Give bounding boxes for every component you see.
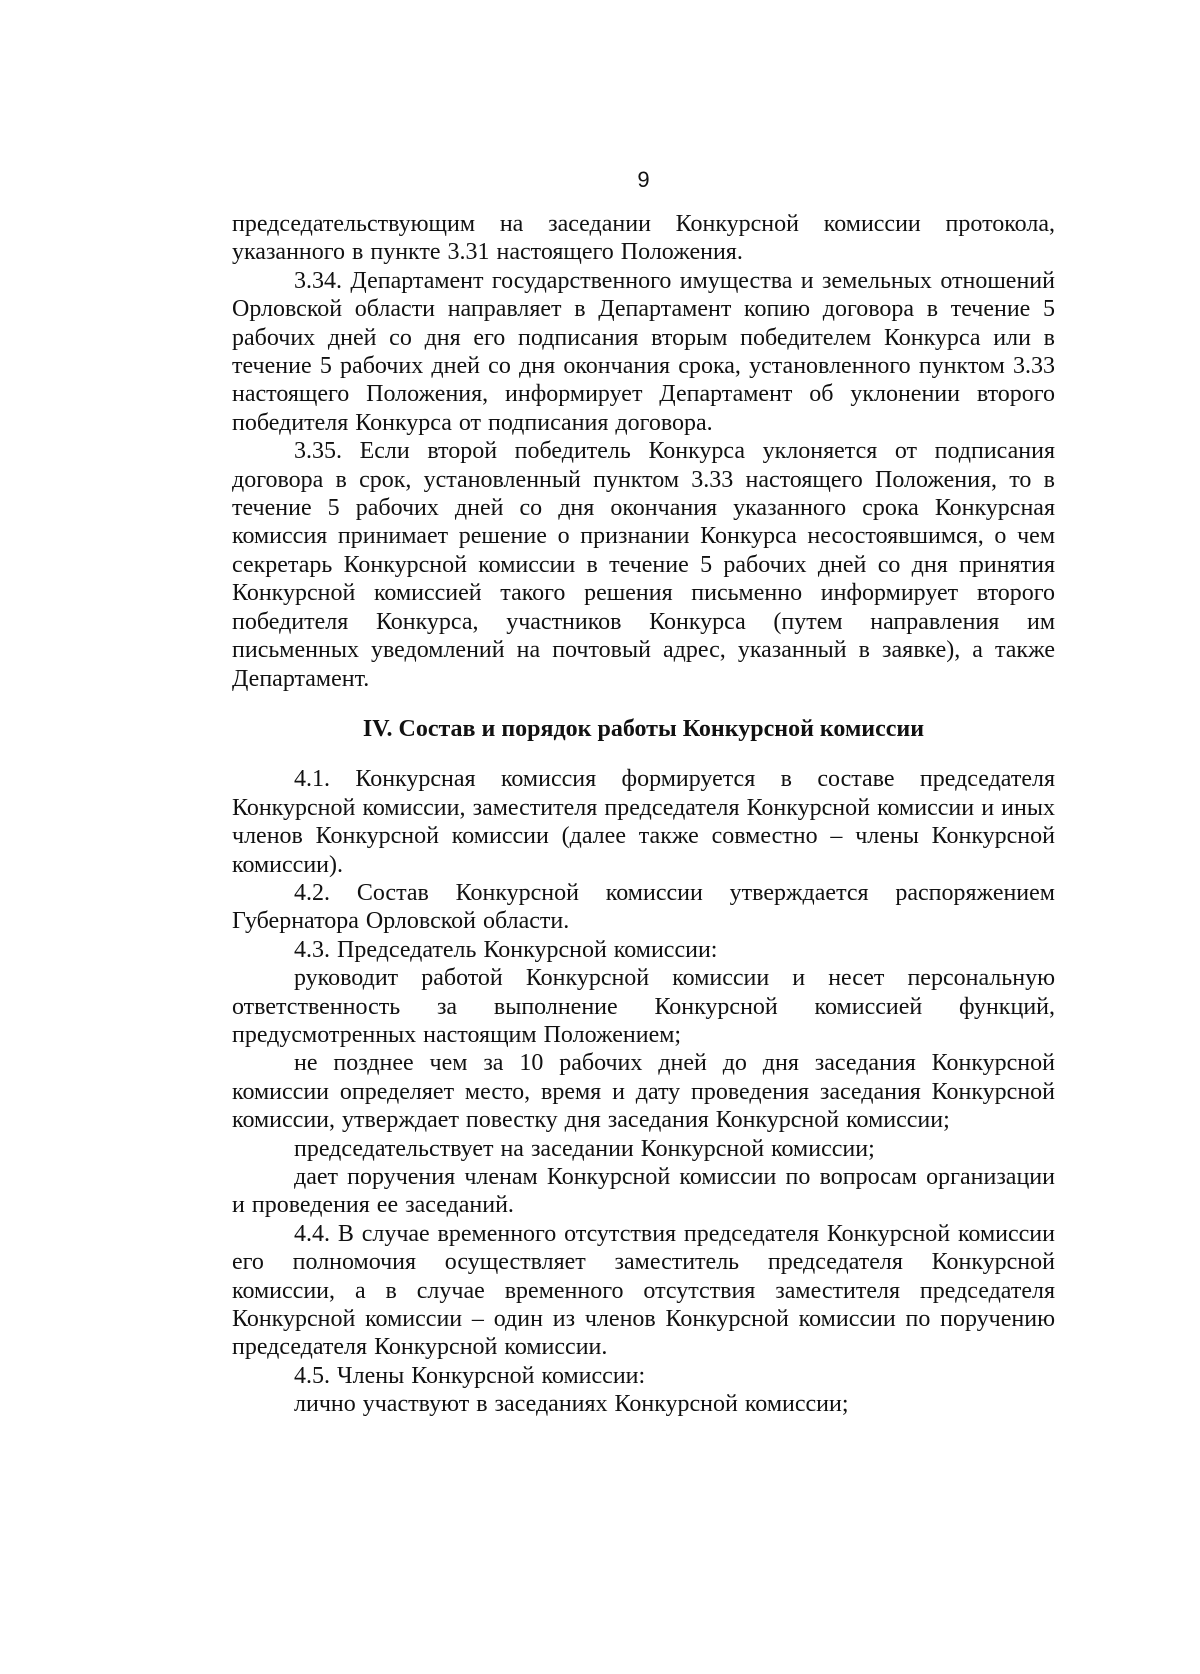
paragraph-4-3-item-2: не позднее чем за 10 рабочих дней до дня заседания Конкурсной комиссии определяет место, время и дату проведения заседания Конкурсной комиссии, утверждает повестку дня заседания Конкурсной комиссии; bbox=[232, 1050, 1055, 1134]
paragraph-4-4: 4.4. В случае временного отсутствия председателя Конкурсной комиссии его полномочия осуществляет заместитель председателя Конкурсной комиссии, а в случае временного отсутствия заместителя председателя Конкурсной комиссии – один из членов Конкурсной комиссии по поручению председателя Конкурсной комиссии. bbox=[232, 1220, 1055, 1361]
paragraph-3-34: 3.34. Департамент государственного имущества и земельных отношений Орловской области направляет в Департамент копию договора в течение 5 рабочих дней со дня его подписания вторым победителем Конкурса или в течение 5 рабочих дней со дня окончания срока, установленного пунктом 3.33 настоящего Положения, информирует Департамент об уклонении второго победителя Конкурса от подписания договора. bbox=[232, 267, 1055, 436]
paragraph-4-3: 4.3. Председатель Конкурсной комиссии: bbox=[294, 936, 718, 963]
section-heading: IV. Состав и порядок работы Конкурсной комиссии bbox=[362, 715, 925, 742]
paragraph-4-5-item-1: лично участвуют в заседаниях Конкурсной комиссии; bbox=[294, 1391, 849, 1418]
paragraph-4-5: 4.5. Члены Конкурсной комиссии: bbox=[294, 1362, 646, 1389]
paragraph-4-3-item-1: руководит работой Конкурсной комиссии и несет персональную ответственность за выполнение Конкурсной комиссией функций, предусмотренных настоящим Положением; bbox=[232, 965, 1055, 1048]
paragraph-continuation: председательствующим на заседании Конкурсной комиссии протокола, указанного в пункте 3.31 настоящего Положения. bbox=[232, 211, 1055, 266]
paragraph-4-2: 4.2. Состав Конкурсной комиссии утверждается распоряжением Губернатора Орловской области. bbox=[232, 879, 1055, 935]
paragraph-4-1: 4.1. Конкурсная комиссия формируется в составе председателя Конкурсной комиссии, заместителя председателя Конкурсной комиссии и иных членов Конкурсной комиссии (далее также совместно – члены Конкурсной комиссии). bbox=[232, 766, 1055, 878]
page-number: 9 bbox=[637, 167, 650, 192]
paragraph-3-35: 3.35. Если второй победитель Конкурса уклоняется от подписания договора в срок, установленный пунктом 3.33 настоящего Положения, то в течение 5 рабочих дней со дня окончания указанного срока Конкурсная комиссия принимает решение о признании Конкурса несостоявшимся, о чем секретарь Конкурсной комиссии в течение 5 рабочих дней со дня принятия Конкурсной комиссией такого решения письменно информирует второго победителя Конкурса, участников Конкурса (путем направления им письменных уведомлений на почтовый адрес, указанный в заявке), а также Департамент. bbox=[232, 438, 1055, 692]
paragraph-4-3-item-3: председательствует на заседании Конкурсной комиссии; bbox=[294, 1135, 875, 1162]
document-body bbox=[232, 210, 1055, 1419]
paragraph-4-3-item-4: дает поручения членам Конкурсной комиссии по вопросам организации и проведения ее заседаний. bbox=[232, 1164, 1055, 1219]
